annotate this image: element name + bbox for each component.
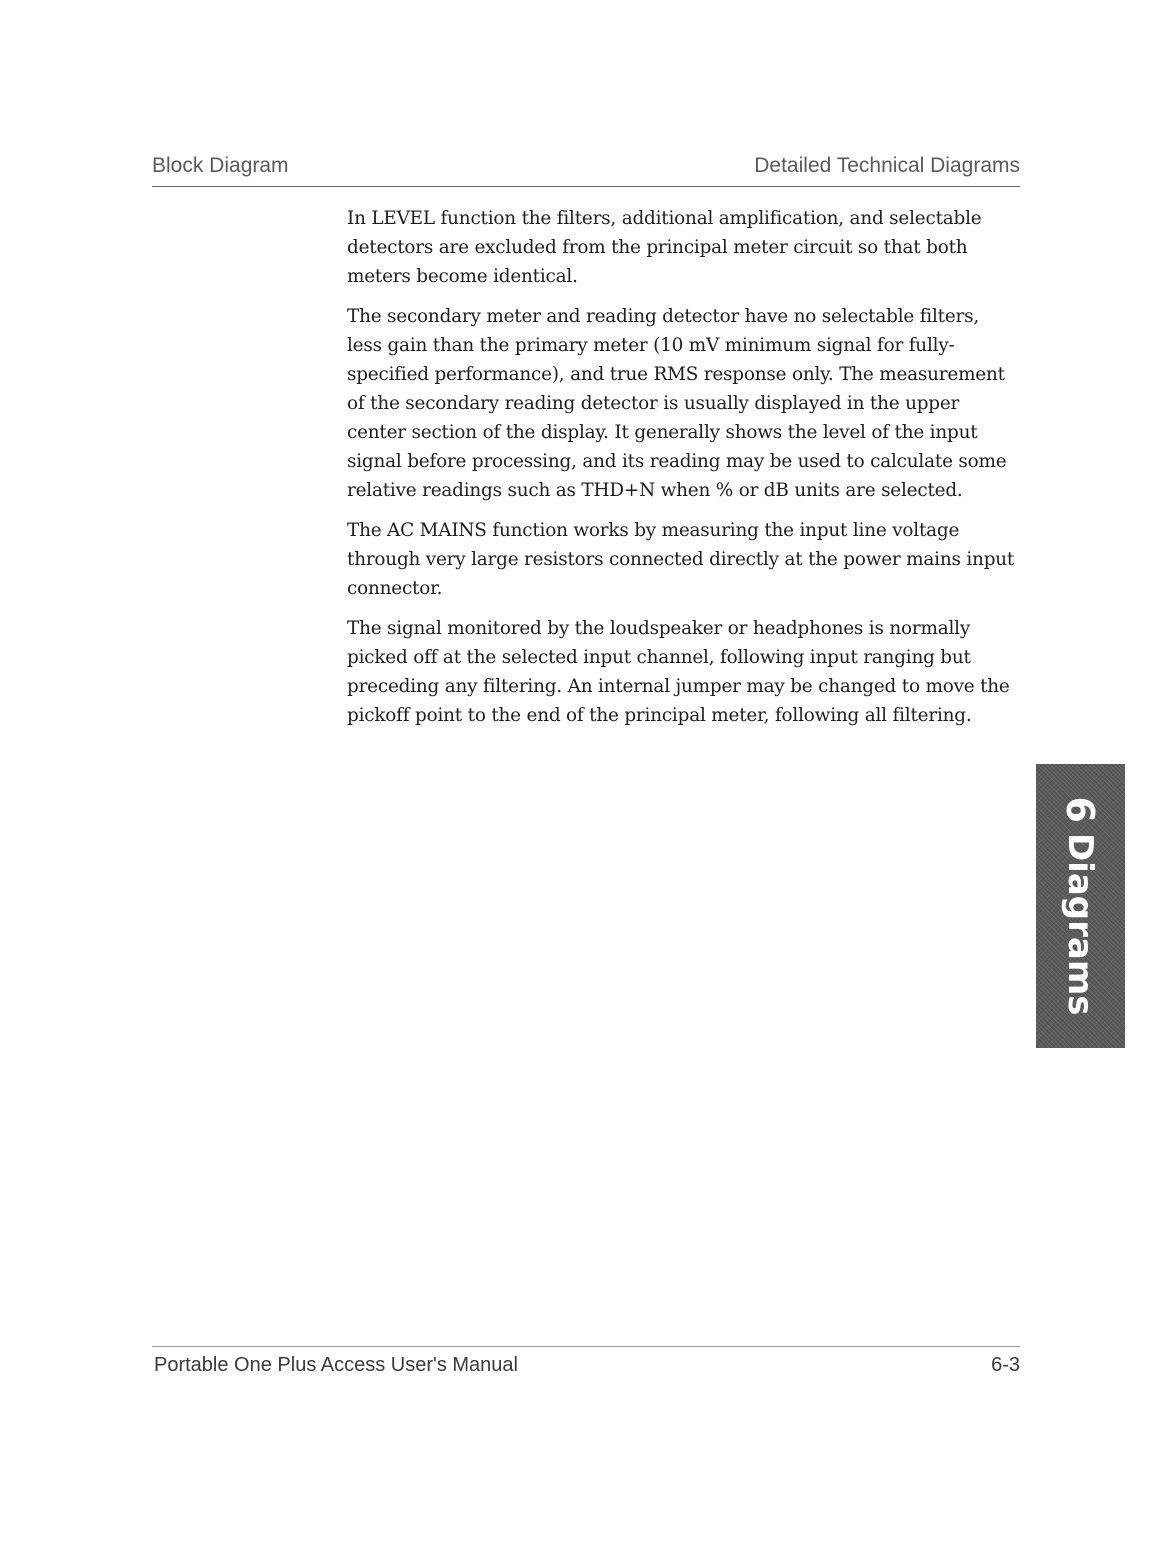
chapter-tab-label: Diagrams [1060,832,1100,1016]
header-section-title: Block Diagram [152,154,289,177]
footer-manual-title: Portable One Plus Access User's Manual [154,1354,518,1376]
paragraph-monitor-signal: The signal monitored by the loudspeaker or headphones is normally picked off at the selected input channel, following input ranging but preceding any filtering. An internal jumper may be changed to move the pickoff point to the end of the principal meter, following all filtering. [347,618,1010,726]
chapter-side-tab [1036,764,1125,1048]
header-chapter-title: Detailed Technical Diagrams [754,154,1020,177]
paragraph-level-function: In LEVEL function the filters, additional amplification, and selectable detectors are excluded from the principal meter circuit so that both meters become identical. [347,208,982,287]
paragraph-secondary-meter: The secondary meter and reading detector have no selectable filters, less gain than the primary meter (10 mV minimum signal for fully-specified performance), and true RMS response only. The measurement of the secondary reading detector is usually displayed in the upper center section of the display. It generally shows the level of the input signal before processing, and its reading may be used to calculate some relative readings such as THD+N when % or dB units are selected. [347,306,1007,501]
chapter-number: 6 [1058,796,1102,823]
body-text [347,204,1015,741]
footer-page-number: 6-3 [991,1354,1020,1376]
paragraph-ac-mains: The AC MAINS function works by measuring the input line voltage through very large resistors connected directly at the power mains input connector. [347,520,1015,599]
running-footer [152,1346,1020,1387]
running-header [152,152,1020,187]
side-tab-content [1058,796,1102,1016]
